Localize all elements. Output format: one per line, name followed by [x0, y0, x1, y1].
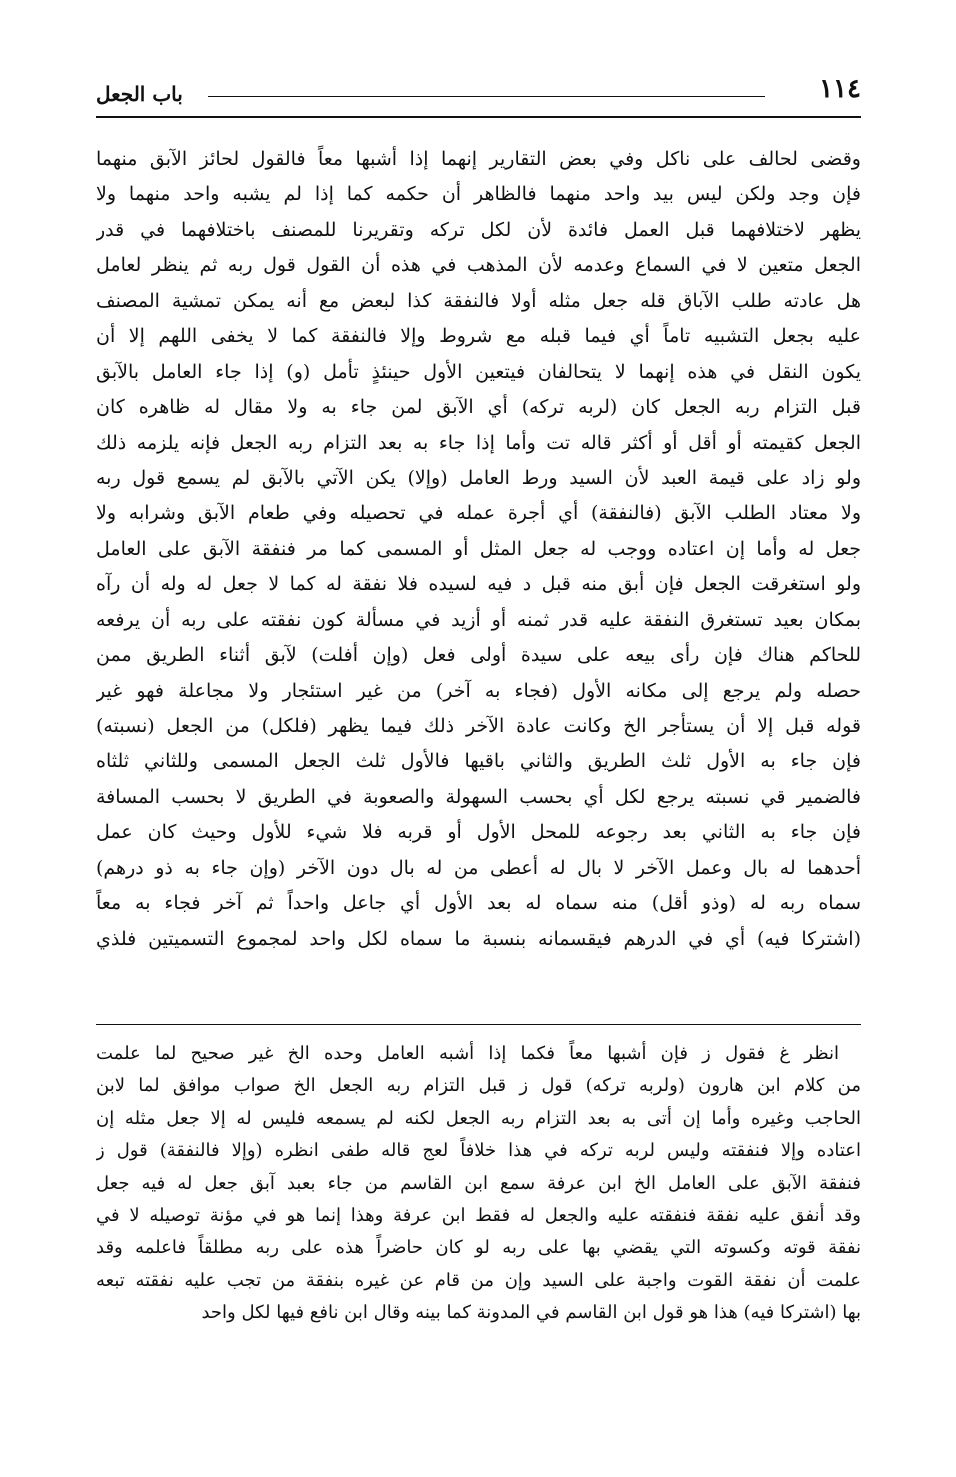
footnote-line: وقد أنفق عليه نفقة فنفقته عليه والجعل له فقط ابن عرفة وهذا إنما هو في مؤنة توصيله لا في	[96, 1204, 861, 1226]
footnote-line: الحاجب وغيره وأما إن أتى به بعد التزام ربه الجعل لكنه لم يسمعه فليس له إلا جعل مثله إن	[96, 1107, 861, 1129]
text-line: هل عادته طلب الآباق قله جعل مثله أولا فالنفقة كذا لبعض مع أنه يمكن تمشية المصنف	[96, 289, 861, 312]
text-line: سماه ربه له (وذو أقل) منه سماه له بعد الأول أي جاعل واحداً ثم آخر فجاء به معاً	[96, 892, 861, 915]
text-line: يكون النقل في هذه إنهما لا يتحالفان فيتعين الأول حينئذٍ تأمل (و) إذا جاء العامل بالآبق	[96, 360, 861, 383]
footnote-line: انظر غ فقول ز فإن أشبها معاً فكما إذا أشبه العامل وحده الخ غير صحيح لما علمت	[96, 1043, 839, 1064]
text-line: ولا معتاد الطلب الآبق (فالنفقة) أي أجرة عمله في تحصيله وفي طعام الآبق وشرابه ولا	[96, 502, 861, 525]
chapter-title: باب الجعل	[96, 82, 183, 106]
text-line: الجعل متعين لا في السماع وعدمه لأن المذهب في هذه أن القول قول ربه ثم ينظر لعامل	[96, 254, 861, 277]
text-line: أحدهما له بال وعمل الآخر لا بال له أعطى من له بال دون الآخر (وإن جاء به ذو درهم)	[96, 856, 861, 879]
text-line: فالضمير قي نسبته يرجع لكل أي بحسب السهولة والصعوبة في الطريق لا بحسب المسافة	[96, 785, 861, 808]
text-line: بمكان بعيد تستغرق النفقة عليه قدر ثمنه أو أزيد في مسألة كون نفقته على ربه أن يرفعه	[96, 608, 861, 631]
text-line: يظهر لاختلافهما قبل العمل فائدة لأن لكل تركه وتقريرنا للمصنف باختلافهما في قدر	[96, 218, 861, 241]
text-line: فإن جاء به الثاني بعد رجوعه للمحل الأول أو قربه فلا شيء للأول وحيث كان عمل	[96, 821, 861, 844]
text-line: عليه بجعل التشبيه تاماً أي فيما قبله مع شروط وإلا فالنفقة كما لا يخفى اللهم إلا أن	[96, 325, 861, 348]
text-line: للحاكم هناك فإن رأى بيعه على سيدة أولى فعل (وإن أفلت) لآبق أثناء الطريق ممن	[96, 644, 861, 667]
book-page	[96, 70, 861, 1324]
page-number: ١١٤	[819, 74, 861, 104]
text-line: فإن وجد ولكن ليس بيد واحد منهما فالظاهر أن حكمه كما إذا لم يشبه واحد منهما ولا	[96, 183, 861, 206]
footnote-separator	[96, 1024, 861, 1025]
header-dash-line	[208, 96, 765, 97]
text-line: ولو استغرقت الجعل فإن أبق منه قبل د فيه لسيده فلا نفقة له كما لا جعل له وله أن رآه	[96, 573, 861, 596]
footnote-line: بها (اشتركا فيه) هذا هو قول ابن القاسم في المدونة كما بينه وقال ابن نافع فيها لكل واحد	[201, 1302, 861, 1324]
text-line: وقضى لحالف على ناكل وفي بعض التقارير إنهما إذا أشبها معاً فالقول لحائز الآبق منهما	[96, 148, 861, 170]
main-text	[96, 142, 861, 957]
page-header	[96, 70, 861, 110]
text-line: قبل التزام ربه الجعل كان (لربه تركه) أي الآبق لمن جاء به ولا مقال له ظاهره كان	[96, 396, 861, 419]
text-line: (اشتركا فيه) أي في الدرهم فيقسمانه بنسبة ما سماه لكل واحد لمجموع التسميتين فلذي	[96, 927, 861, 950]
text-line: جعل له وأما إن اعتاده ووجب له جعل المثل أو المسمى كما مر فنفقة الآبق على العامل	[96, 537, 861, 560]
text-line: ولو زاد على قيمة العبد لأن السيد ورط العامل (وإلا) يكن الآتي بالآبق لم يسمع قول ربه	[96, 466, 861, 489]
text-line: حصله ولم يرجع إلى مكانه الأول (فجاء به آخر) من غير استئجار ولا مجاعلة فهو غير	[96, 679, 861, 702]
header-rule	[96, 116, 861, 118]
text-line: قوله قبل إلا أن يستأجر الخ وكانت عادة الآخر ذلك فيما يظهر (فلكل) من الجعل (نسبته)	[96, 715, 861, 737]
footnotes	[96, 1038, 861, 1330]
text-line: الجعل كقيمته أو أقل أو أكثر قاله تت وأما إذا جاء به بعد التزام ربه الجعل فإنه يلزمه ذلك	[96, 431, 861, 454]
footnote-line: علمت أن نفقة القوت واجبة على السيد وإن من قام عن غيره بنفقة من تجب عليه نفقته تبعه	[96, 1269, 861, 1291]
footnote-line: فنفقة الآبق على العامل الخ ابن عرفة سمع ابن القاسم من جاء بعبد آبق جعل له فيه جعل	[96, 1172, 861, 1194]
footnote-line: من كلام ابن هارون (ولربه تركه) قول ز قبل التزام ربه الجعل الخ صواب موافق لما لابن	[96, 1075, 861, 1097]
footnote-line: نفقة قوته وكسوته التي يقضي بها على ربه لو كان حاضراً هذه على ربه مطلقاً فاعلمه وقد	[96, 1237, 861, 1259]
footnote-line: اعتاده وإلا فنفقته وليس لربه تركه في هذا خلافاً لعج قاله طفى انظره (وإلا فالنفقة) قول ز	[96, 1140, 861, 1162]
text-line: فإن جاء به الأول ثلث الطريق والثاني باقيها فالأول ثلث الجعل المسمى وللثاني ثلثاه	[96, 750, 861, 773]
